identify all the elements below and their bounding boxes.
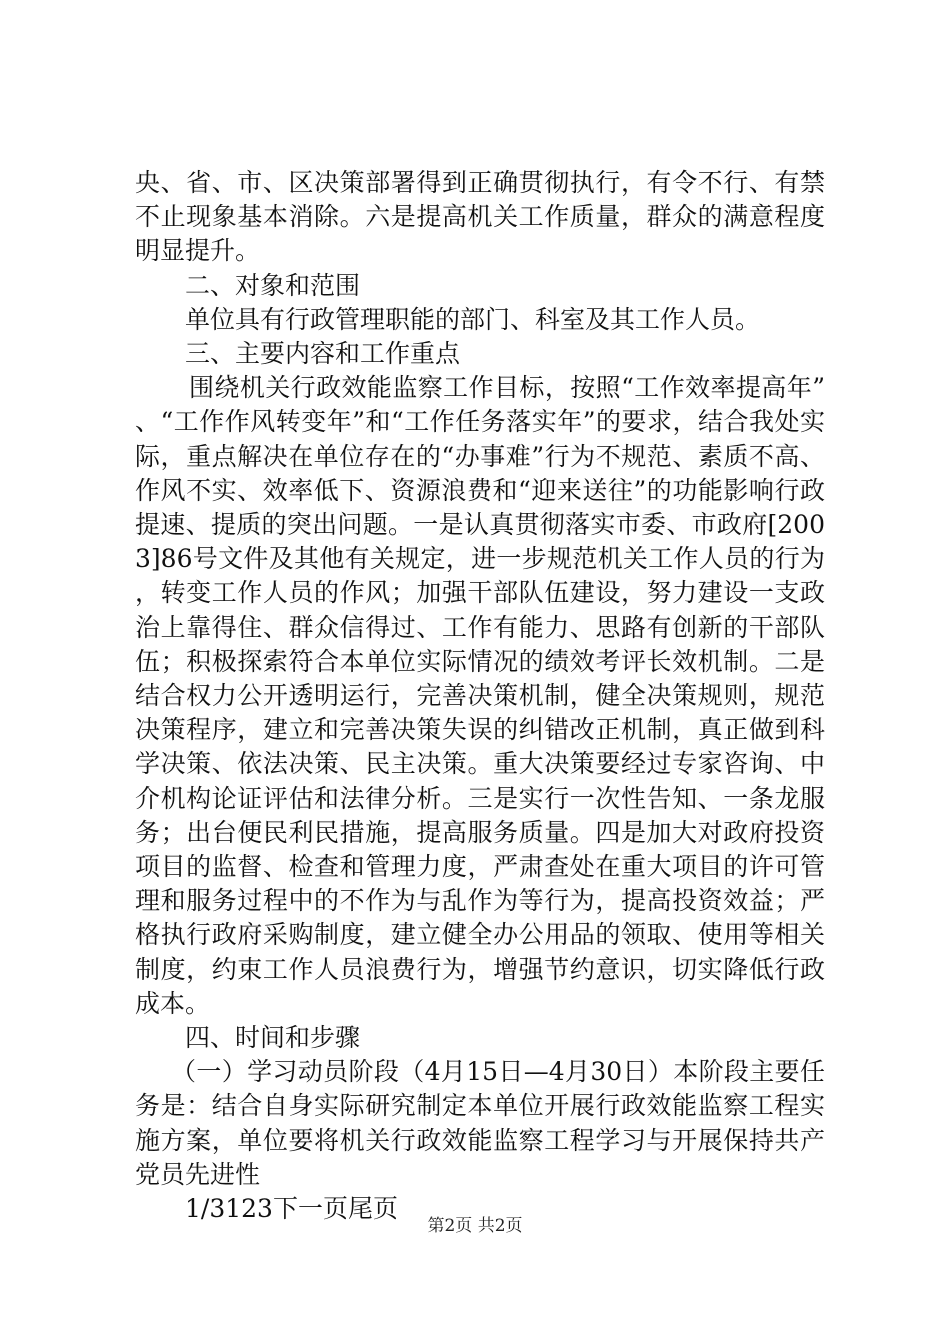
section-heading-scope: 二、对象和范围 (185, 270, 361, 300)
paragraph-content: 围绕机关行政效能监察工作目标，按照“工作效率提高年”、“工作作风转变年”和“工作任务落实年”的要求，结合我处实际，重点解决在单位存在的“办事难”行为不规范、素质不高、作风不实、效率低下、资源浪费和“迎来送往”的功能影响行政提速、提质的突出问题。一是认真贯彻落实市委、市政府[2003]86号文件及其他有关规定，进一步规范机关工作人员的行为，转变工作人员的作风；加强干部队伍建设，努力建设一支政治上靠得住、群众信得过、工作有能力、思路有创新的干部队伍；积极探索符合本单位实际情况的绩效考评长效机制。二是结合权力公开透明运行，完善决策机制，健全决策规则，规范决策程序，建立和完善决策失误的纠错改正机制，真正做到科学决策、依法决策、民主决策。重大决策要经过专家咨询、中介机构论证评估和法律分析。三是实行一次性告知、一条龙服务；出台便民利民措施，提高服务质量。四是加大对政府投资项目的监督、检查和管理力度，严肃查处在重大项目的许可管理和服务过程中的不作为与乱作为等行为，提高投资效益；严格执行政府采购制度，建立健全办公用品的领取、使用等相关制度，约束工作人员浪费行为，增强节约意识，切实降低行政成本。 (135, 373, 825, 1018)
page-footer: 第2页 共2页 (427, 1216, 523, 1236)
paragraph-steps: （一）学习动员阶段（4月15日—4月30日）本阶段主要任务是：结合自身实际研究制定本单位开展行政效能监察工程实施方案，单位要将机关行政效能监察工程学习与开展保持共产党员先进性 (135, 1057, 825, 1189)
section-heading-steps: 四、时间和步骤 (185, 1023, 361, 1053)
pager-text: 1/3123下一页尾页 (185, 1194, 398, 1224)
section-heading-content: 三、主要内容和工作重点 (185, 339, 461, 369)
paragraph-scope: 单位具有行政管理职能的部门、科室及其工作人员。 (185, 304, 761, 334)
paragraph-continuation: 央、省、市、区决策部署得到正确贯彻执行，有令不行、有禁不止现象基本消除。六是提高机关工作质量，群众的满意程度明显提升。 (135, 168, 825, 266)
document-body (135, 166, 825, 1226)
